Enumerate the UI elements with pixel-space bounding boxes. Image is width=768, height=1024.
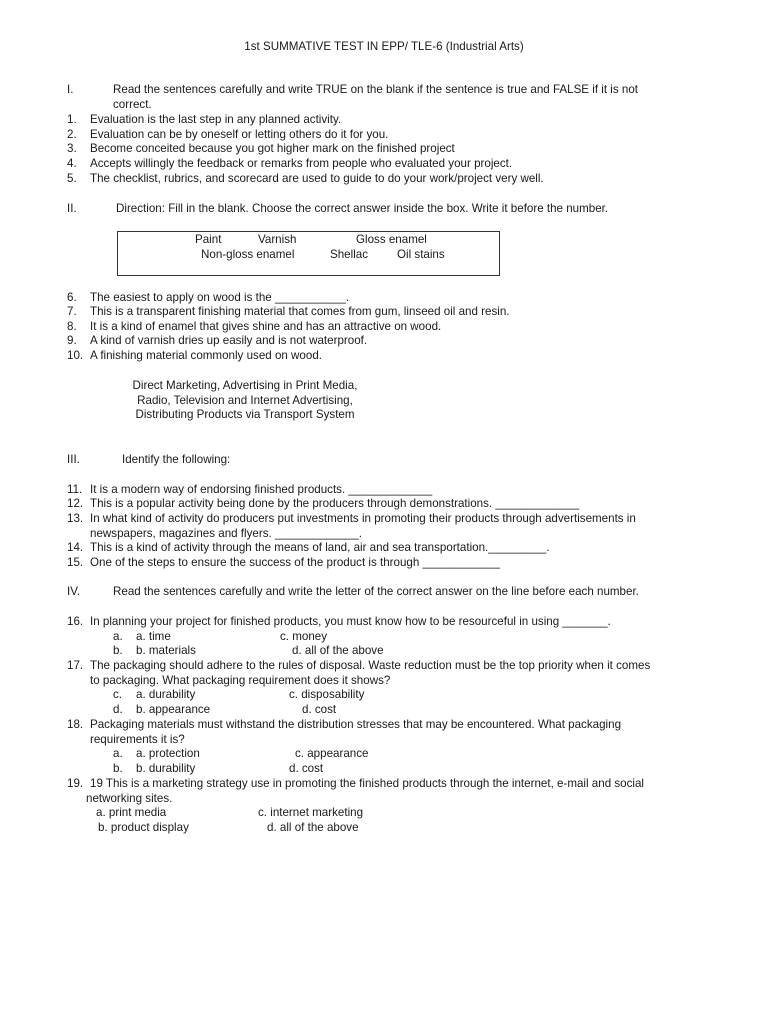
word-bank-item: Paint xyxy=(195,233,222,246)
item-text: In planning your project for finished products, you must know how to be resourceful in using _______. xyxy=(90,615,611,628)
option-text: b. durability xyxy=(136,762,196,775)
word-bank-item: Varnish xyxy=(258,233,297,246)
part1-roman: I. xyxy=(67,83,74,96)
item-number: 3. xyxy=(67,142,77,155)
option-text: a. print media xyxy=(96,806,167,819)
option-text: c. money xyxy=(280,630,328,643)
item-text: This is a transparent finishing material that comes from gum, linseed oil and resin. xyxy=(90,305,510,318)
word-bank-box xyxy=(117,231,500,276)
part3-roman: III. xyxy=(67,453,80,466)
item-text: 19 This is a marketing strategy use in promoting the finished products through the internet, e-mail and social xyxy=(90,777,645,790)
option-text: c. disposability xyxy=(289,688,365,701)
option-text: b. materials xyxy=(136,644,196,657)
word-bank-item: Oil stains xyxy=(397,248,445,261)
item-number: 6. xyxy=(67,291,77,304)
item-text-cont: networking sites. xyxy=(86,792,173,805)
item-number: 9. xyxy=(67,334,77,347)
item-number: 14. xyxy=(67,541,84,554)
item-text: The easiest to apply on wood is the ___________. xyxy=(90,291,350,304)
option-marker: c. xyxy=(113,688,123,701)
item-number: 2. xyxy=(67,128,77,141)
item-number: 18. xyxy=(67,718,84,731)
page-title: 1st SUMMATIVE TEST IN EPP/ TLE-6 (Industrial Arts) xyxy=(244,40,524,53)
option-text: d. all of the above xyxy=(267,821,359,834)
item-text: It is a modern way of endorsing finished products. _____________ xyxy=(90,483,433,496)
item-text: This is a popular activity being done by the producers through demonstrations. _____________ xyxy=(90,497,580,510)
item-text: A finishing material commonly used on wood. xyxy=(90,349,322,362)
option-marker: a. xyxy=(113,630,123,643)
part1-instruction-cont: correct. xyxy=(113,98,152,111)
item-text: Packaging materials must withstand the distribution stresses that may be encountered. What packaging xyxy=(90,718,622,731)
item-text: A kind of varnish dries up easily and is not waterproof. xyxy=(90,334,368,347)
option-text: b. product display xyxy=(98,821,189,834)
choices-line: Radio, Television and Internet Advertising, xyxy=(137,394,353,407)
option-text: d. all of the above xyxy=(292,644,384,657)
item-number: 4. xyxy=(67,157,77,170)
option-marker: b. xyxy=(113,762,123,775)
part1-instruction: Read the sentences carefully and write TRUE on the blank if the sentence is true and FALSE if it is not xyxy=(113,83,639,96)
word-bank-item: Gloss enamel xyxy=(356,233,427,246)
item-number: 10. xyxy=(67,349,84,362)
item-text: One of the steps to ensure the success of the product is through ____________ xyxy=(90,556,500,569)
item-text: It is a kind of enamel that gives shine and has an attractive on wood. xyxy=(90,320,442,333)
item-number: 11. xyxy=(67,483,83,496)
part3-instruction: Identify the following: xyxy=(122,453,231,466)
item-number: 13. xyxy=(67,512,84,525)
choices-line: Direct Marketing, Advertising in Print Media, xyxy=(132,379,358,392)
word-bank-item: Non-gloss enamel xyxy=(201,248,295,261)
option-marker: d. xyxy=(113,703,123,716)
item-text-cont: newspapers, magazines and flyers. _____________. xyxy=(90,527,362,540)
item-number: 5. xyxy=(67,172,77,185)
part2-roman: II. xyxy=(67,202,77,215)
item-text: Accepts willingly the feedback or remarks from people who evaluated your project. xyxy=(90,157,513,170)
option-text: a. protection xyxy=(136,747,200,760)
item-number: 12. xyxy=(67,497,84,510)
item-text: Become conceited because you got higher mark on the finished project xyxy=(90,142,455,155)
item-text: The packaging should adhere to the rules of disposal. Waste reduction must be the top priority when it comes xyxy=(90,659,651,672)
item-number: 15. xyxy=(67,556,84,569)
part4-roman: IV. xyxy=(67,585,81,598)
item-number: 17. xyxy=(67,659,84,672)
item-text-cont: to packaging. What packaging requirement does it shows? xyxy=(90,674,391,687)
option-marker: a. xyxy=(113,747,123,760)
option-text: c. internet marketing xyxy=(258,806,364,819)
item-number: 19. xyxy=(67,777,84,790)
item-number: 16. xyxy=(67,615,84,628)
item-text: The checklist, rubrics, and scorecard are used to guide to do your work/project very well. xyxy=(90,172,544,185)
option-text: d. cost xyxy=(302,703,337,716)
item-number: 8. xyxy=(67,320,77,333)
item-number: 1. xyxy=(67,113,77,126)
item-text: Evaluation can be by oneself or letting others do it for you. xyxy=(90,128,389,141)
choices-line: Distributing Products via Transport System xyxy=(135,408,355,421)
option-text: a. durability xyxy=(136,688,196,701)
word-bank-item: Shellac xyxy=(330,248,369,261)
item-number: 7. xyxy=(67,305,77,318)
option-text: d. cost xyxy=(289,762,324,775)
option-text: a. time xyxy=(136,630,171,643)
item-text: This is a kind of activity through the means of land, air and sea transportation._________. xyxy=(90,541,550,554)
item-text-cont: requirements it is? xyxy=(90,733,185,746)
part2-instruction: Direction: Fill in the blank. Choose the correct answer inside the box. Write it before the number. xyxy=(116,202,609,215)
option-text: b. appearance xyxy=(136,703,211,716)
option-marker: b. xyxy=(113,644,123,657)
item-text: Evaluation is the last step in any planned activity. xyxy=(90,113,342,126)
item-text: In what kind of activity do producers put investments in promoting their products through advertisements in xyxy=(90,512,636,525)
option-text: c. appearance xyxy=(295,747,369,760)
part4-instruction: Read the sentences carefully and write the letter of the correct answer on the line before each number. xyxy=(113,585,639,598)
